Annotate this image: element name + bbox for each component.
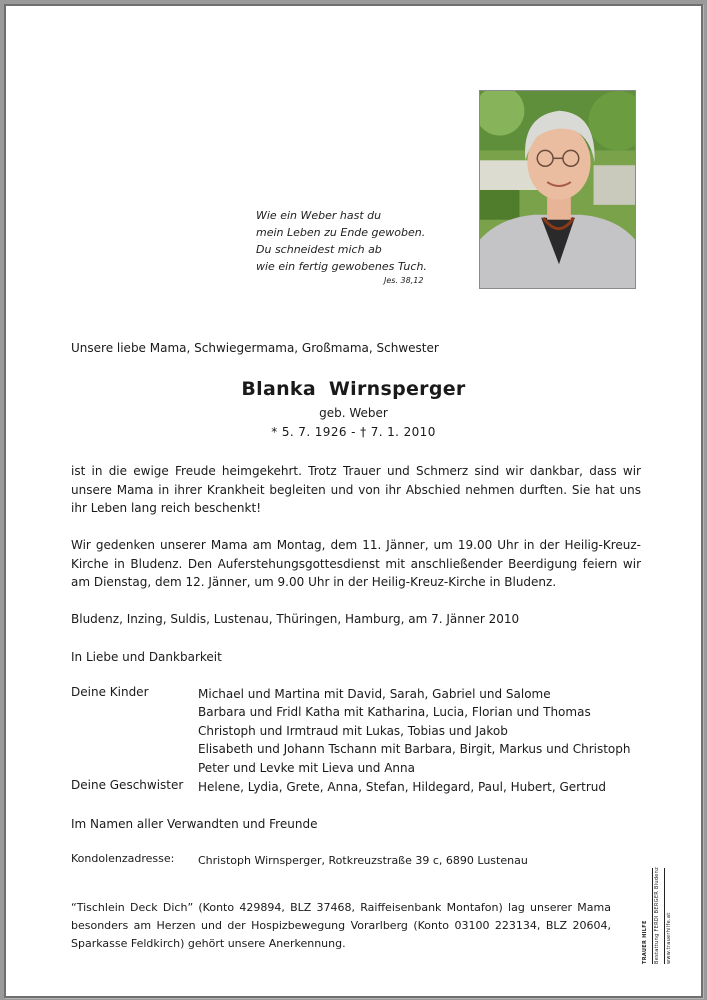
poem-line: Du schneidest mich ab [256,243,382,256]
children-list [198,685,631,777]
list-item: Michael und Martina mit David, Sarah, Gabriel und Salome [198,687,551,701]
children-label: Deine Kinder [71,685,149,699]
text-line: Wir gedenken unserer Mama am Montag, dem 11. Jänner, um 19.00 Uhr in der Heilig-Kreuz- [71,538,641,552]
portrait-photo [479,90,636,289]
text-line: ihr Leben lang reich beschenkt! [71,501,262,516]
logo-text: www.trauerhilfe.at [666,912,672,964]
list-item: Barbara und Fridl Katha mit Katharina, Lucia, Florian und Thomas [198,705,591,720]
poem-source: Jes. 38,12 [384,276,424,285]
siblings-list [198,778,606,796]
relatives-line: Im Namen aller Verwandten und Freunde [71,817,318,831]
text-line: am Dienstag, dem 12. Jänner, um 9.00 Uhr in der Heilig-Kreuz-Kirche in Bludenz. [71,575,557,590]
intro-text: Unsere liebe Mama, Schwiegermama, Großmama, Schwester [71,341,439,355]
text-line: Kirche in Bludenz. Den Auferstehungsgottesdienst mit anschließender Beerdigung feiern wir [71,556,641,571]
maiden-name: geb. Weber [319,406,388,420]
text-line: “Tischlein Deck Dich” (Konto 429894, BLZ 37468, Raiffeisenbank Montafon) lag unserer Mama [71,901,611,914]
text-line: besonders am Herzen und der Hospizbewegung Vorarlberg (Konto 03100 223134, BLZ 20604, [71,919,611,932]
text-line: Sparkasse Feldkirch) gehört unsere Anerkennung. [71,937,346,950]
list-item: Helene, Lydia, Grete, Anna, Stefan, Hildegard, Paul, Hubert, Gertrud [198,780,606,794]
donation-paragraph [71,899,611,953]
siblings-label: Deine Geschwister [71,778,184,792]
funeral-home-logo [642,868,678,964]
list-item: Peter und Levke mit Lieva und Anna [198,760,415,775]
condolence-label: Kondolenzadresse: [71,852,175,865]
poem-line: Wie ein Weber hast du [256,209,382,222]
poem-line: mein Leben zu Ende gewoben. [256,226,426,239]
text-line: ist in die ewige Freude heimgekehrt. Trotz Trauer und Schmerz sind wir dankbar, dass wir [71,464,641,478]
first-name: Blanka [241,378,316,400]
text-line: unsere Mama in ihrer Krankheit begleiten und von ihr Abschied nehmen durften. Sie hat uns [71,482,641,497]
condolence-address [198,852,528,870]
place-date: Bludenz, Inzing, Suldis, Lustenau, Thüringen, Hamburg, am 7. Jänner 2010 [71,612,520,626]
poem-line: wie ein fertig gewobenes Tuch. [256,260,427,273]
list-item: Christoph und Irmtraud mit Lukas, Tobias und Jakob [198,723,508,738]
paragraph-service [71,536,641,592]
greeting: In Liebe und Dankbarkeit [71,650,222,664]
obituary-sheet [4,4,703,998]
poem [256,207,446,286]
logo-text: Bestattung FERDI BERGER Bludenz [654,866,660,964]
logo-text: TRAUER HILFE [642,920,648,964]
logo-divider [652,868,653,964]
list-item: Elisabeth und Johann Tschann mit Barbara, Birgit, Markus und Christoph [198,742,631,757]
logo-divider [664,868,665,964]
address-text: Christoph Wirnsperger, Rotkreuzstraße 39 c, 6890 Lustenau [198,854,528,867]
paragraph-passing [71,462,641,518]
deceased-name [6,378,701,400]
life-dates: * 5. 7. 1926 - † 7. 1. 2010 [271,425,436,439]
last-name: Wirnsperger [328,378,466,400]
